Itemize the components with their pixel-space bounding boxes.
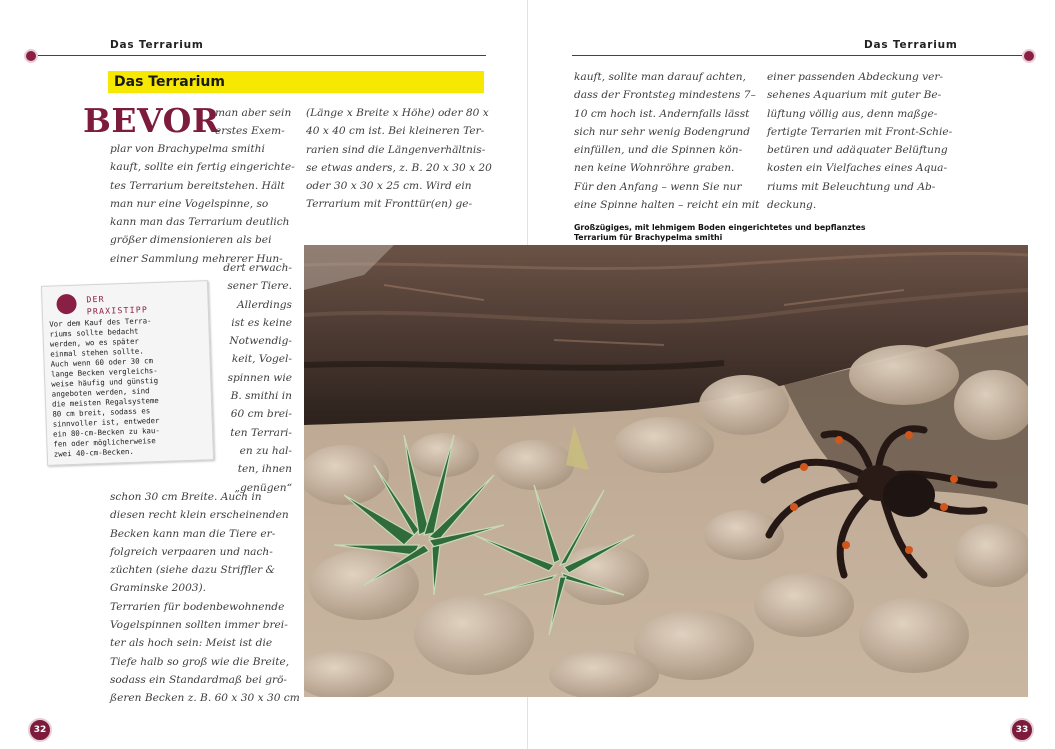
page-number-right: 33 (1010, 718, 1034, 742)
tip-text-line: sinnvoller ist, entweder (52, 415, 160, 429)
right-col1-text (574, 68, 759, 214)
left-column-narrow-text (220, 259, 292, 497)
text-line: schon 30 cm Breite. Auch in (110, 491, 262, 503)
text-line: Terrarien für bodenbewohnende (110, 600, 285, 613)
text-line: se etwas anders, z. B. 20 x 30 x 20 (306, 161, 492, 174)
text-line: sener Tiere. (227, 280, 292, 293)
text-line: größer dimensionieren als bei (110, 234, 272, 247)
text-line: rarien sind die Längenverhältnis- (306, 143, 486, 156)
middle-column-text (306, 104, 492, 214)
text-line: man aber sein (215, 107, 292, 119)
text-line: Becken kann man die Tiere er- (110, 527, 276, 540)
text-line: dert erwach- (223, 262, 292, 274)
text-line: „genügen“ (234, 481, 292, 494)
tip-text-line: ein 80-cm-Becken zu kau- (52, 425, 160, 439)
text-line: sehenes Aquarium mit guter Be- (767, 89, 942, 102)
tip-text-line: fen oder möglicherweise (53, 436, 156, 449)
header-bullet-icon-right (1022, 49, 1036, 63)
tip-text-line: angeboten werden, sind (51, 386, 150, 399)
text-line: Für den Anfang – wenn Sie nur (574, 180, 742, 193)
header-rule-right (572, 55, 1022, 56)
text-line: sodass ein Standardmaß bei grö- (110, 673, 288, 686)
running-head: Das Terrarium (110, 39, 204, 51)
text-line: eine Spinne halten – reicht ein mit (574, 199, 760, 212)
text-line: nen keine Wohnröhre graben. (574, 162, 735, 175)
tip-heading-line: PRAXISTIPP (86, 304, 149, 317)
text-line: betüren und adäquater Belüftung (767, 144, 948, 157)
text-line: ist es keine (231, 316, 292, 329)
text-line: oder 30 x 30 x 25 cm. Wird ein (306, 180, 472, 193)
text-line: 60 cm brei- (230, 408, 292, 421)
tip-text-line: Auch wenn 60 oder 30 cm (50, 356, 154, 369)
text-line: Terrarium mit Fronttür(en) ge- (306, 198, 473, 211)
text-line: kauft, sollte man darauf achten, (574, 71, 746, 83)
text-line: 40 x 40 cm ist. Bei kleineren Ter- (306, 125, 485, 138)
text-line: spinnen wie (227, 371, 292, 384)
tip-body (49, 316, 161, 460)
header-bullet-icon (24, 49, 38, 63)
running-head-right: Das Terrarium (864, 39, 958, 51)
tip-text-line: riums sollte bedacht (49, 326, 139, 339)
text-line: lüftung völlig aus, denn maßge- (767, 107, 938, 120)
header-rule (38, 55, 486, 56)
text-line: dass der Frontsteg mindestens 7– (574, 89, 756, 102)
text-line: erstes Exem- (215, 125, 285, 138)
photo-caption (574, 223, 866, 243)
text-line: kauft, sollte ein fertig eingerichte- (110, 161, 295, 174)
tip-heading-line: DER (86, 293, 105, 305)
text-line: einer Sammlung mehrerer Hun- (110, 252, 283, 265)
tip-text-line: Vor dem Kauf des Terra- (49, 316, 152, 329)
text-line: kann man das Terrarium deutlich (110, 216, 290, 229)
tip-circle-icon (56, 294, 77, 315)
text-line: sich nur sehr wenig Bodengrund (574, 125, 750, 138)
terrarium-photo (304, 245, 1028, 697)
tip-text-line: einmal stehen sollte. (50, 346, 144, 359)
text-line: einer passenden Abdeckung ver- (767, 71, 944, 83)
text-line: ßeren Becken z. B. 60 x 30 x 30 cm (110, 692, 300, 705)
tip-text-line: zwei 40-cm-Becken. (53, 446, 134, 459)
text-line: deckung. (767, 199, 817, 212)
text-line: 10 cm hoch ist. Andernfalls lässt (574, 107, 750, 120)
tip-text-line: 80 cm breit, sodass es (52, 406, 151, 419)
text-line: en zu hal- (239, 444, 292, 457)
caption-line: Großzügiges, mit lehmigem Boden eingerichtetes und bepflanztes (574, 223, 866, 232)
tip-heading (86, 291, 148, 317)
drop-word: BEVOR (83, 101, 220, 140)
text-line: Tiefe halb so groß wie die Breite, (110, 655, 290, 668)
text-line: diesen recht klein erscheinenden (110, 509, 289, 522)
left-column-bottom-text (110, 488, 300, 708)
tip-text-line: werden, wo es später (49, 336, 140, 349)
text-line: keit, Vogel- (231, 353, 292, 366)
text-line: Notwendig- (229, 335, 292, 348)
text-line: plar von Brachypelma smithi (110, 143, 265, 155)
text-line: einfüllen, und die Spinnen kön- (574, 144, 743, 157)
text-line: (Länge x Breite x Höhe) oder 80 x (306, 107, 489, 119)
text-line: ten Terrari- (230, 426, 292, 439)
intro-text (215, 104, 291, 141)
text-line: folgreich verpaaren und nach- (110, 545, 273, 558)
text-line: tes Terrarium bereitstehen. Hält (110, 179, 285, 192)
section-title: Das Terrarium (114, 74, 225, 90)
caption-line: Terrarium für Brachypelma smithi (574, 233, 723, 242)
right-col2-text (767, 68, 952, 214)
text-line: kosten ein Vielfaches eines Aqua- (767, 162, 948, 175)
terrarium-photo-graphic (304, 245, 1028, 697)
text-line: fertigte Terrarien mit Front-Schie- (767, 125, 953, 138)
text-line: ter als hoch sein: Meist ist die (110, 637, 273, 650)
text-line: Graminske 2003). (110, 582, 207, 595)
tip-text-line: lange Becken vergleichs- (50, 365, 158, 379)
text-line: Vogelspinnen sollten immer brei- (110, 619, 288, 632)
text-line: Allerdings (237, 298, 292, 311)
tip-text-line: weise häufig und günstig (51, 375, 159, 389)
text-line: riums mit Beleuchtung und Ab- (767, 180, 936, 193)
text-line: B. smithi in (230, 390, 292, 403)
page-number-left: 32 (28, 718, 52, 742)
section-title-bar (108, 71, 484, 93)
text-line: man nur eine Vogelspinne, so (110, 197, 269, 210)
text-line: züchten (siehe dazu Striffler & (110, 564, 275, 577)
text-line: ten, ihnen (237, 463, 292, 476)
practice-tip-box (41, 280, 214, 466)
left-column-text (110, 140, 295, 268)
tip-text-line: die meisten Regalsysteme (51, 395, 159, 409)
